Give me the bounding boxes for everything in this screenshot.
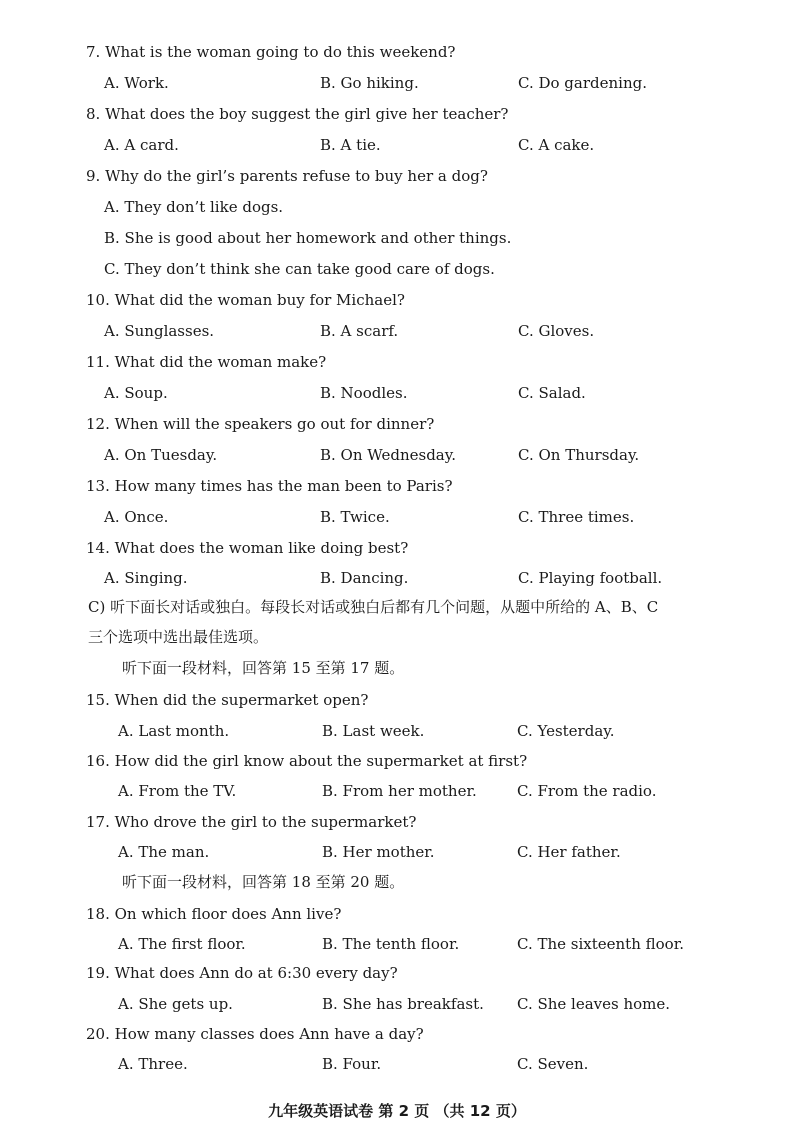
option-c: C. She leaves home.: [517, 995, 671, 1013]
option-b: B. The tenth floor.: [322, 935, 460, 953]
option-a: A. Soup.: [104, 384, 168, 402]
option-a: A. Work.: [104, 74, 169, 92]
question-20-stem: 20. How many classes does Ann have a day?: [86, 1025, 424, 1043]
option-b: B. A tie.: [320, 136, 381, 154]
option-a: A. Once.: [104, 508, 169, 526]
question-17-options: [0, 842, 794, 864]
question-14-options: [0, 568, 794, 590]
question-9-option-b: B. She is good about her homework and other things.: [104, 229, 512, 247]
option-c: C. Playing football.: [518, 569, 663, 587]
material-1-instruction: 听下面一段材料，回答第 15 至第 17 题。: [122, 659, 405, 677]
option-a: A. Last month.: [118, 722, 230, 740]
question-18-stem: 18. On which floor does Ann live?: [86, 905, 342, 923]
option-b: B. Four.: [322, 1055, 382, 1073]
question-17-stem: 17. Who drove the girl to the supermarket?: [86, 813, 417, 831]
option-c: C. Her father.: [517, 843, 621, 861]
question-13-stem: 13. How many times has the man been to Paris?: [86, 477, 453, 495]
question-8-stem: 8. What does the boy suggest the girl give her teacher?: [86, 105, 509, 123]
question-18-options: [0, 934, 794, 956]
option-c: C. Seven.: [517, 1055, 589, 1073]
question-10-options: [0, 321, 794, 343]
option-c: C. Three times.: [518, 508, 635, 526]
option-a: A. From the TV.: [118, 782, 237, 800]
option-a: A. The first floor.: [118, 935, 246, 953]
question-9-option-a: A. They don’t like dogs.: [104, 198, 284, 216]
option-a: A. She gets up.: [118, 995, 233, 1013]
option-c: C. Yesterday.: [517, 722, 615, 740]
option-a: A. Three.: [118, 1055, 188, 1073]
option-b: B. Twice.: [320, 508, 390, 526]
option-c: C. Salad.: [518, 384, 586, 402]
option-b: B. From her mother.: [322, 782, 477, 800]
question-8-options: [0, 135, 794, 157]
option-a: A. A card.: [104, 136, 179, 154]
question-19-options: [0, 994, 794, 1016]
option-b: B. Her mother.: [322, 843, 435, 861]
option-c: C. From the radio.: [517, 782, 657, 800]
option-a: A. On Tuesday.: [104, 446, 218, 464]
option-b: B. On Wednesday.: [320, 446, 456, 464]
question-15-stem: 15. When did the supermarket open?: [86, 691, 369, 709]
section-c-instruction-line1: C) 听下面长对话或独白。每段长对话或独白后都有几个问题，从题中所给的 A、B、C: [88, 598, 659, 616]
question-14-stem: 14. What does the woman like doing best?: [86, 539, 409, 557]
option-b: B. Go hiking.: [320, 74, 419, 92]
section-c-instruction-line2: 三个选项中选出最佳选项。: [88, 628, 269, 646]
question-7-stem: 7. What is the woman going to do this weekend?: [86, 43, 456, 61]
option-c: C. The sixteenth floor.: [517, 935, 684, 953]
question-9-option-c: C. They don’t think she can take good care of dogs.: [104, 260, 495, 278]
option-c: C. On Thursday.: [518, 446, 640, 464]
question-9-stem: 9. Why do the girl’s parents refuse to buy her a dog?: [86, 167, 488, 185]
option-b: B. Dancing.: [320, 569, 409, 587]
option-b: B. Last week.: [322, 722, 425, 740]
option-c: C. A cake.: [518, 136, 595, 154]
question-12-stem: 12. When will the speakers go out for dinner?: [86, 415, 435, 433]
question-20-options: [0, 1054, 794, 1076]
material-2-instruction: 听下面一段材料，回答第 18 至第 20 题。: [122, 873, 405, 891]
option-a: A. The man.: [118, 843, 210, 861]
option-a: A. Sunglasses.: [104, 322, 215, 340]
question-15-options: [0, 721, 794, 743]
option-a: A. Singing.: [104, 569, 188, 587]
option-b: B. She has breakfast.: [322, 995, 484, 1013]
option-b: B. Noodles.: [320, 384, 408, 402]
question-7-options: [0, 73, 794, 95]
page-footer: 九年级英语试卷 第 2 页 （共 12 页）: [268, 1102, 526, 1120]
question-16-stem: 16. How did the girl know about the supermarket at first?: [86, 752, 528, 770]
option-b: B. A scarf.: [320, 322, 399, 340]
question-12-options: [0, 445, 794, 467]
option-c: C. Gloves.: [518, 322, 595, 340]
question-19-stem: 19. What does Ann do at 6:30 every day?: [86, 964, 398, 982]
option-c: C. Do gardening.: [518, 74, 647, 92]
question-10-stem: 10. What did the woman buy for Michael?: [86, 291, 405, 309]
question-11-stem: 11. What did the woman make?: [86, 353, 327, 371]
question-13-options: [0, 507, 794, 529]
question-16-options: [0, 781, 794, 803]
question-11-options: [0, 383, 794, 405]
